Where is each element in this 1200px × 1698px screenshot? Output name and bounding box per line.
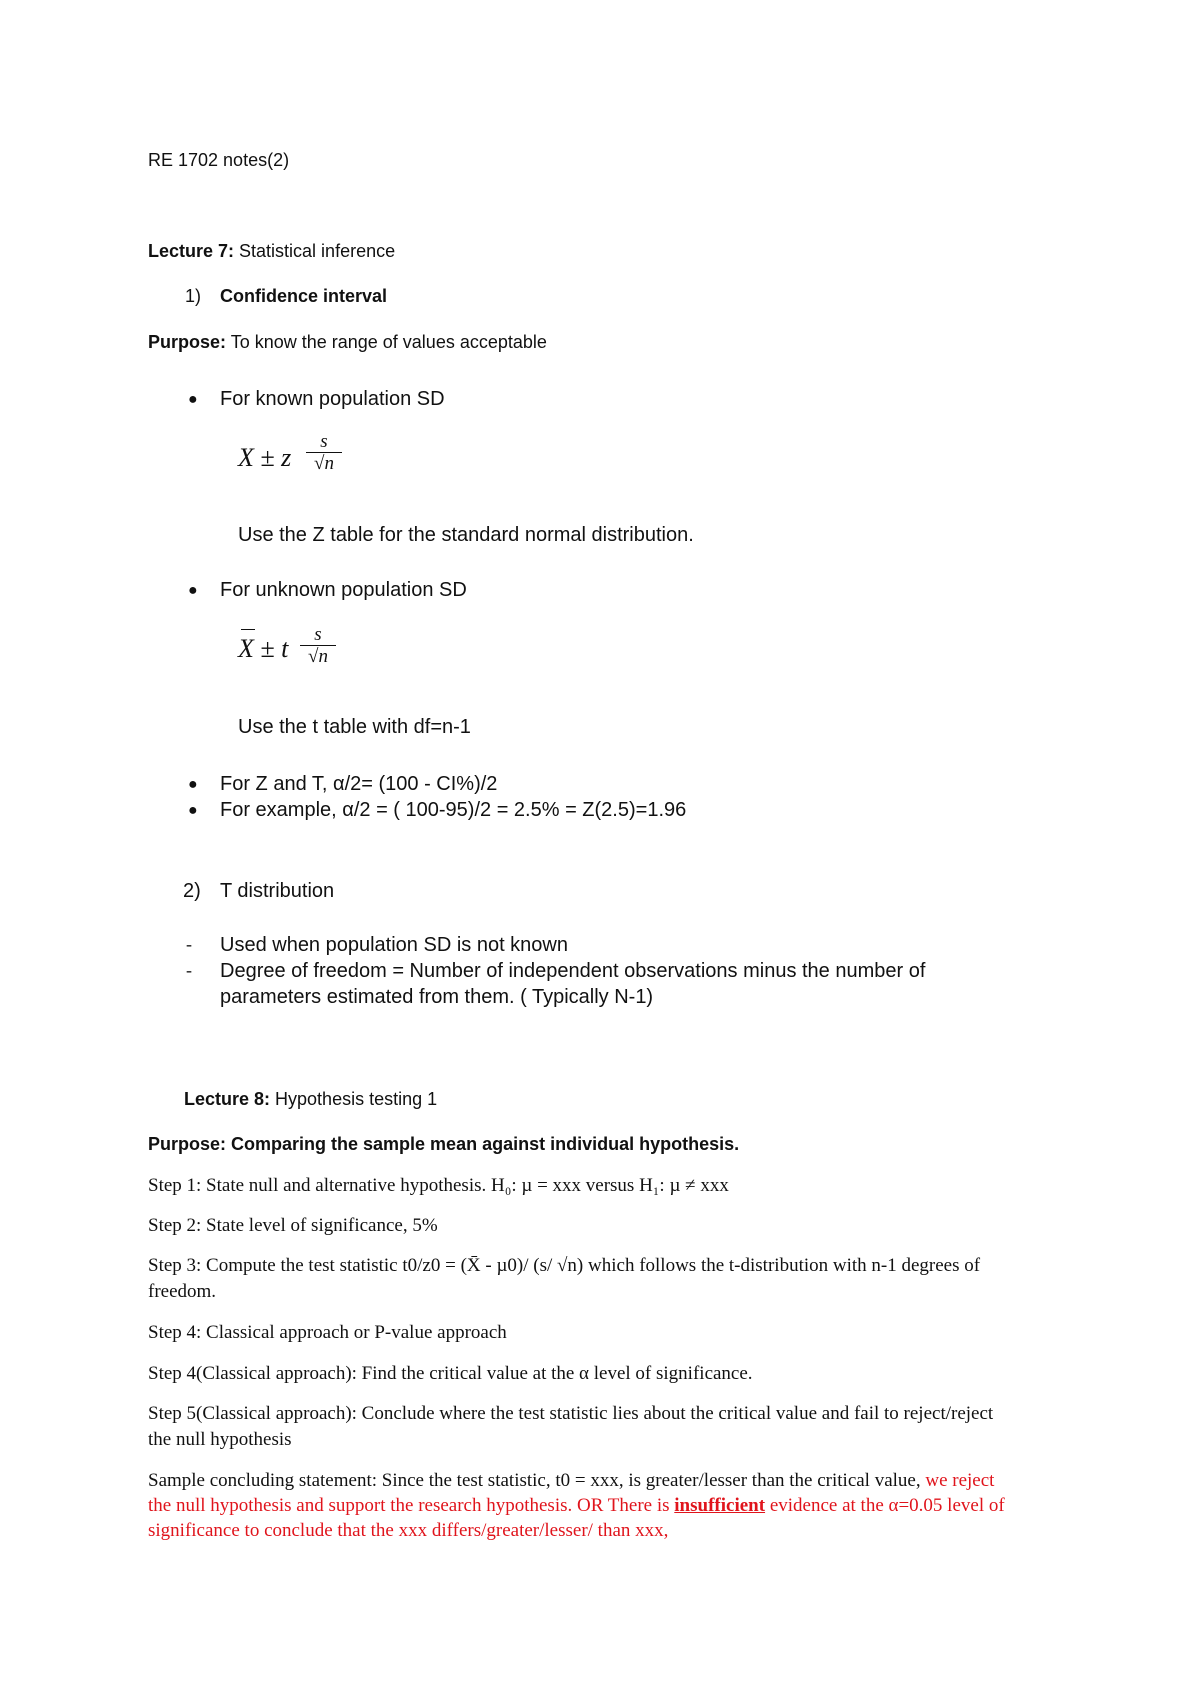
bullet-unknown-sd: For unknown population SD (220, 579, 467, 601)
step4: Step 4: Classical approach or P-value approach (148, 1322, 507, 1343)
sample-statement-line1: Sample concluding statement: Since the test statistic, t0 = xxx, is greater/lesser than the critical value, we reject (148, 1470, 995, 1491)
sample-statement-line2: the null hypothesis and support the research hypothesis. OR There is insufficient evidence at the α=0.05 level of (148, 1495, 1005, 1516)
bullet-alpha-example: For example, α/2 = ( 100-95)/2 = 2.5% = Z(2.5)=1.96 (220, 799, 687, 821)
step3-line2: freedom. (148, 1281, 217, 1302)
x-bar-overline (241, 629, 255, 630)
bullet-icon: ● (188, 776, 198, 793)
step4-classical: Step 4(Classical approach): Find the critical value at the α level of significance. (148, 1363, 753, 1384)
sample-statement-line3: significance to conclude that the xxx differs/greater/lesser/ than xxx, (148, 1520, 669, 1541)
lecture7-item1-number: 1) (185, 286, 202, 306)
formula-known-sd: X ± z (238, 443, 292, 472)
formula-unknown-sd-fraction: s √n (300, 625, 336, 668)
note-z-table: Use the Z table for the standard normal distribution. (238, 524, 694, 546)
lecture7-item1-label: Confidence interval (220, 286, 388, 306)
dash-degree-freedom-line2: parameters estimated from them. ( Typically N-1) (220, 986, 654, 1008)
dash-degree-freedom-line1: Degree of freedom = Number of independent observations minus the number of (220, 960, 926, 982)
dash-icon: - (186, 960, 192, 980)
step2: Step 2: State level of significance, 5% (148, 1215, 438, 1236)
lecture7-item2-number: 2) (183, 880, 201, 902)
bullet-icon: ● (188, 582, 198, 599)
bullet-icon: ● (188, 802, 198, 819)
formula-unknown-sd: X ± t (238, 634, 289, 663)
formula-known-sd-fraction: s √n (306, 432, 342, 475)
bullet-known-sd: For known population SD (220, 388, 445, 410)
insufficient-emphasis: insufficient (674, 1495, 766, 1516)
lecture7-heading: Lecture 7: Statistical inference (148, 241, 396, 261)
lecture7-item2-label: T distribution (220, 880, 335, 902)
bullet-alpha-formula: For Z and T, α/2= (100 - CI%)/2 (220, 773, 498, 795)
lecture8-purpose: Purpose: Comparing the sample mean against individual hypothesis. (148, 1134, 740, 1154)
step3-line1: Step 3: Compute the test statistic t0/z0 = (X̄ - µ0)/ (s/ √n) which follows the t-distribution with n-1 degrees of (148, 1255, 981, 1276)
dash-population-sd: Used when population SD is not known (220, 934, 568, 956)
note-t-table: Use the t table with df=n-1 (238, 716, 471, 738)
lecture8-heading: Lecture 8: Hypothesis testing 1 (184, 1089, 438, 1109)
step5-line2: the null hypothesis (148, 1429, 292, 1450)
step5-line1: Step 5(Classical approach): Conclude where the test statistic lies about the critical value and fail to reject/reject (148, 1403, 994, 1424)
bullet-icon: ● (188, 391, 198, 408)
dash-icon: - (186, 934, 192, 954)
step1: Step 1: State null and alternative hypothesis. H₀: µ = xxx versus H₁: µ ≠ xxx (148, 1175, 729, 1196)
lecture7-purpose: Purpose: To know the range of values acceptable (148, 332, 547, 352)
document-title: RE 1702 notes(2) (148, 150, 290, 170)
